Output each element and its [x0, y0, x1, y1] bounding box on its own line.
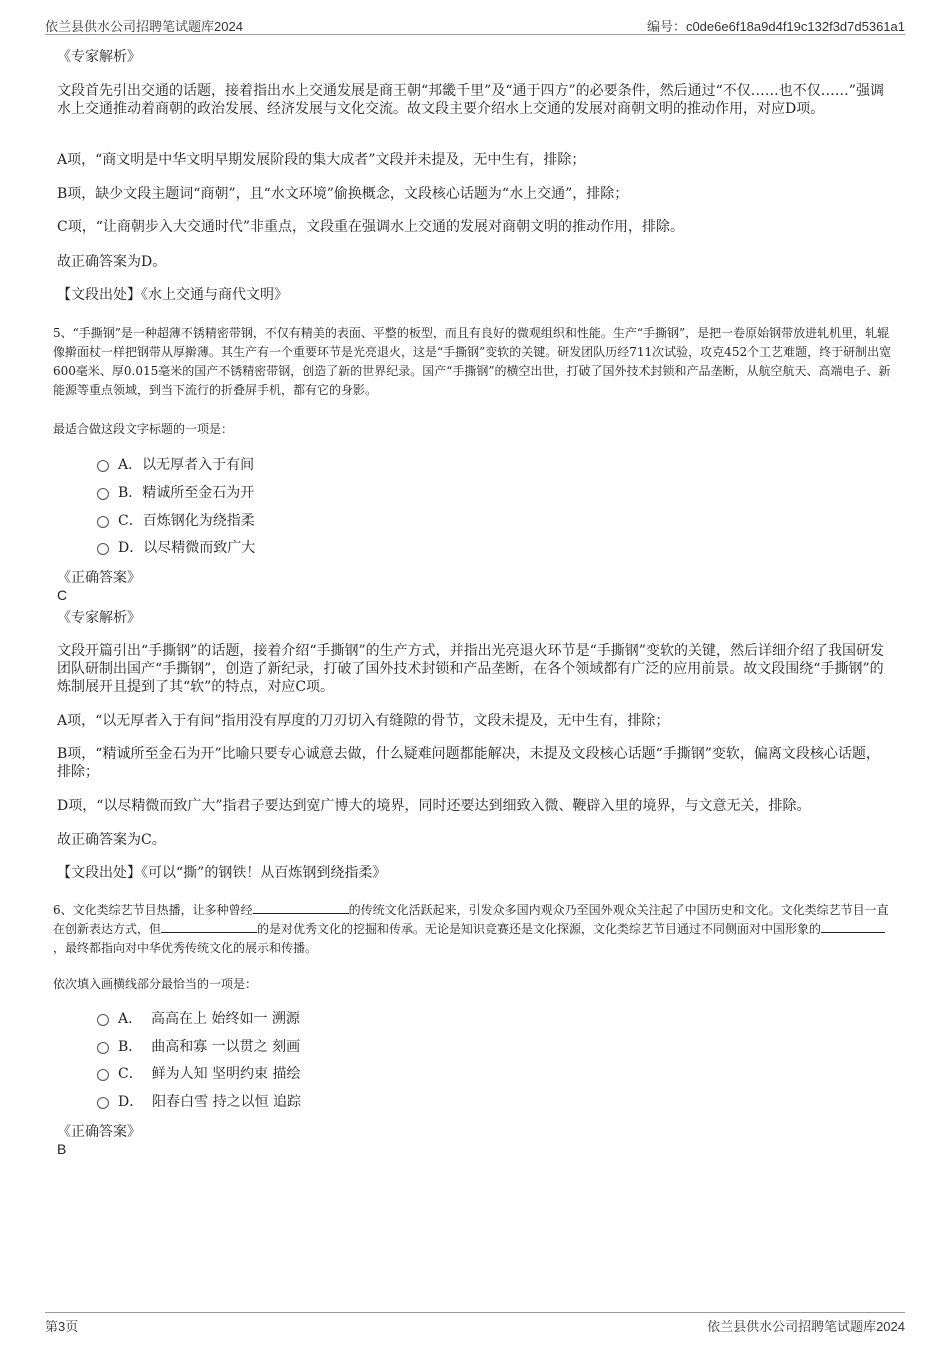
fill-blank	[253, 901, 349, 914]
radio-icon[interactable]	[97, 516, 109, 528]
fill-blank	[821, 920, 885, 933]
q6-question: 依次填入画横线部分最恰当的一项是：	[53, 977, 258, 991]
option-label: C．百炼钢化为绕指柔	[118, 513, 255, 529]
q6-option-d[interactable]	[97, 1092, 301, 1110]
q4-source: 【文段出处】《水上交通与商代文明》	[57, 287, 288, 303]
q5-conclusion: 故正确答案为C。	[57, 832, 166, 848]
footer-title: 依兰县供水公司招聘笔试题库2024	[707, 1319, 905, 1334]
footer-page-number: 第3页	[45, 1319, 79, 1334]
q5-item-a: A项，“以无厚者入于有间”指用没有厚度的刀刃切入有缝隙的骨节，文段未提及，无中生有，排除；	[57, 713, 670, 729]
radio-icon[interactable]	[97, 1097, 109, 1109]
q4-item-c: C项，“让商朝步入大交通时代”非重点，文段重在强调水上交通的发展对商朝文明的推动作用，排除。	[57, 219, 685, 235]
q6-option-b[interactable]	[97, 1037, 300, 1055]
q6-stem: 6、文化类综艺节目热播，让多种曾经 的传统文化活跃起来，引发众多国内观众乃至国外观众关注起了中国历史和文化。文化类综艺节目一直在创新表达方式，但 的是对优秀文化的挖掘和传承。无论是知识竞赛还是文化探源，文化类综艺节目通过不同侧面对中国形象的，最终都指向对中华优秀传统文化的展示和传播。	[53, 903, 889, 955]
page-footer	[45, 1312, 905, 1334]
option-label: C． 鲜为人知 坚明约束 描绘	[118, 1066, 301, 1082]
option-label: D．以尽精微而致广大	[118, 540, 256, 556]
q5-item-d: D项，“以尽精微而致广大”指君子要达到宽广博大的境界，同时还要达到细致入微、鞭辟入里的境界，与文意无关，排除。	[57, 798, 811, 814]
q4-item-a: A项，“商文明是中华文明早期发展阶段的集大成者”文段并未提及，无中生有，排除；	[57, 152, 586, 168]
q5-option-c[interactable]	[97, 511, 255, 529]
option-label: A．以无厚者入于有间	[118, 457, 255, 473]
q6-answer: B	[57, 1141, 67, 1157]
q5-stem: 5、“手撕钢”是一种超薄不锈精密带钢，不仅有精美的表面、平整的板型，而且有良好的微观组织和性能。生产“手撕钢”，是把一卷原始钢带放进轧机里，轧辊像擀面杖一样把钢带从厚擀薄。其生产有一个重要环节是光亮退火，这是“手撕钢”变软的关键。研发团队历经711次试验，攻克452个工艺难题，终于研制出宽600毫米、厚0.015毫米的国产不锈精密带钢，创造了新的世界纪录。国产“手撕钢”的横空出世，打破了国外技术封锁和产品垄断，从航空航天、高端电子、新能源等重点领域，到当下流行的折叠屏手机，都有它的身影。	[53, 326, 892, 397]
q6-option-c[interactable]	[97, 1064, 301, 1082]
q5-option-a[interactable]	[97, 455, 254, 473]
page-header	[45, 14, 905, 35]
option-label: B．精诚所至金石为开	[118, 485, 255, 501]
q5-source: 【文段出处】《可以“撕”的钢铁！从百炼钢到绕指柔》	[57, 865, 387, 881]
q5-answer: C	[57, 587, 68, 603]
q4-conclusion: 故正确答案为D。	[57, 254, 167, 270]
q4-analysis: 文段首先引出交通的话题，接着指出水上交通发展是商王朝“邦畿千里”及“通于四方”的必要条件，然后通过“不仅……也不仅……”强调水上交通推动着商朝的政治发展、经济发展与文化交流。故文段主要介绍水上交通的发展对商朝文明的推动作用，对应D项。	[57, 83, 884, 117]
q4-expert-label: 《专家解析》	[57, 49, 141, 65]
radio-icon[interactable]	[97, 1069, 109, 1081]
q5-expert-label: 《专家解析》	[57, 610, 141, 626]
radio-icon[interactable]	[97, 1042, 109, 1054]
q5-question: 最适合做这段文字标题的一项是：	[53, 422, 234, 436]
radio-icon[interactable]	[97, 460, 109, 472]
q6-option-a[interactable]	[97, 1009, 300, 1027]
q4-item-b: B项，缺少文段主题词“商朝”，且“水文环境”偷换概念，文段核心话题为“水上交通”，排除；	[57, 186, 629, 202]
option-label: A． 高高在上 始终如一 溯源	[118, 1011, 300, 1027]
fill-blank	[161, 920, 257, 933]
option-label: D． 阳春白雪 持之以恒 追踪	[118, 1094, 302, 1110]
option-label: B． 曲高和寡 一以贯之 刻画	[118, 1039, 301, 1055]
q5-answer-label: 《正确答案》	[57, 570, 141, 586]
radio-icon[interactable]	[97, 1014, 109, 1026]
q5-option-d[interactable]	[97, 538, 255, 556]
header-title: 依兰县供水公司招聘笔试题库2024	[45, 19, 243, 34]
radio-icon[interactable]	[97, 488, 109, 500]
q5-option-b[interactable]	[97, 483, 254, 501]
header-serial: 编号：c0de6e6f18a9d4f19c132f3d7d5361a1	[646, 19, 905, 34]
radio-icon[interactable]	[97, 543, 109, 555]
q5-analysis: 文段开篇引出“手撕钢”的话题，接着介绍“手撕钢”的生产方式，并指出光亮退火环节是“手撕钢”变软的关键，然后详细介绍了我国研发团队研制出国产“手撕钢”，创造了新纪录，打破了国外技术封锁和产品垄断，在各个领域都有广泛的应用前景。故文段围绕“手撕钢”的炼制展开且提到了其“软”的特点，对应C项。	[57, 643, 884, 695]
q6-answer-label: 《正确答案》	[57, 1124, 141, 1140]
q5-item-b: B项，“精诚所至金石为开”比喻只要专心诚意去做，什么疑难问题都能解决，未提及文段核心话题“手撕钢”变软，偏离文段核心话题，排除；	[57, 746, 880, 780]
